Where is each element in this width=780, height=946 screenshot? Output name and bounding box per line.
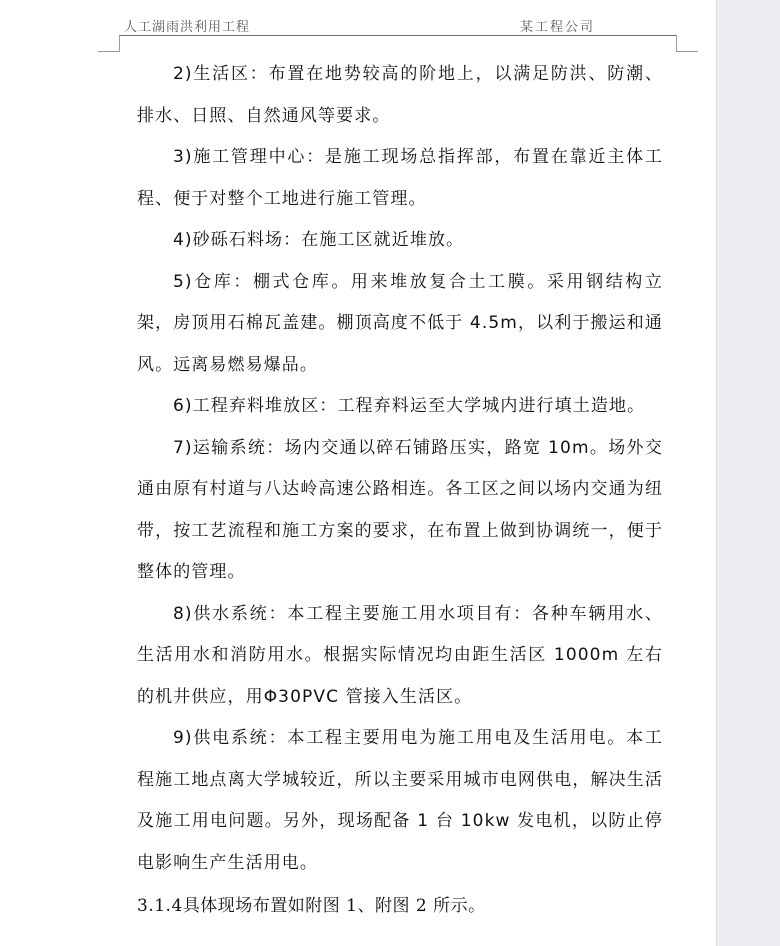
viewer-side-panel <box>716 0 780 946</box>
paragraph-living-area: 2)生活区：布置在地势较高的阶地上，以满足防洪、防潮、排水、日照、自然通风等要求。 <box>137 64 663 126</box>
section-closing-line: 3.1.4具体现场布置如附图 1、附图 2 所示。 <box>137 896 486 916</box>
document-body <box>137 54 663 884</box>
paragraph-water-supply: 8)供水系统：本工程主要施工用水项目有：各种车辆用水、生活用水和消防用水。根据实际情况均由距生活区 1000m 左右的机井供应，用Φ30PVC 管接入生活区。 <box>137 603 663 707</box>
margin-corner-mark-right <box>676 35 677 52</box>
paragraph-transport-system: 7)运输系统：场内交通以碎石铺路压实，路宽 10m。场外交通由原有村道与八达岭高速公路相连。各工区之间以场内交通为纽带，按工艺流程和施工方案的要求，在布置上做到协调统一，便于整体的管理。 <box>137 437 663 582</box>
margin-corner-mark-left <box>98 51 120 52</box>
margin-corner-mark-right <box>676 51 698 52</box>
header-company-name: 某工程公司 <box>520 20 596 35</box>
margin-corner-mark-left <box>119 35 120 52</box>
paragraph-warehouse: 5)仓库：棚式仓库。用来堆放复合土工膜。采用钢结构立架，房顶用石棉瓦盖建。棚顶高度不低于 4.5m，以利于搬运和通风。远离易燃易爆品。 <box>137 271 663 375</box>
page-header <box>120 14 676 34</box>
paragraph-power-supply: 9)供电系统：本工程主要用电为施工用电及生活用电。本工程施工地点离大学城较近，所以主要采用城市电网供电，解决生活及施工用电问题。另外，现场配备 1 台 10kw 发电机，以防止停电影响生产生活用电。 <box>137 728 663 873</box>
header-project-title: 人工湖雨洪利用工程 <box>124 20 251 35</box>
header-rule <box>120 35 676 36</box>
paragraph-gravel-yard: 4)砂砾石料场：在施工区就近堆放。 <box>173 230 465 250</box>
paragraph-spoil-area: 6)工程弃料堆放区：工程弃料运至大学城内进行填土造地。 <box>173 396 646 416</box>
paragraph-management-center: 3)施工管理中心：是施工现场总指挥部，布置在靠近主体工程、便于对整个工地进行施工管理。 <box>137 147 663 209</box>
